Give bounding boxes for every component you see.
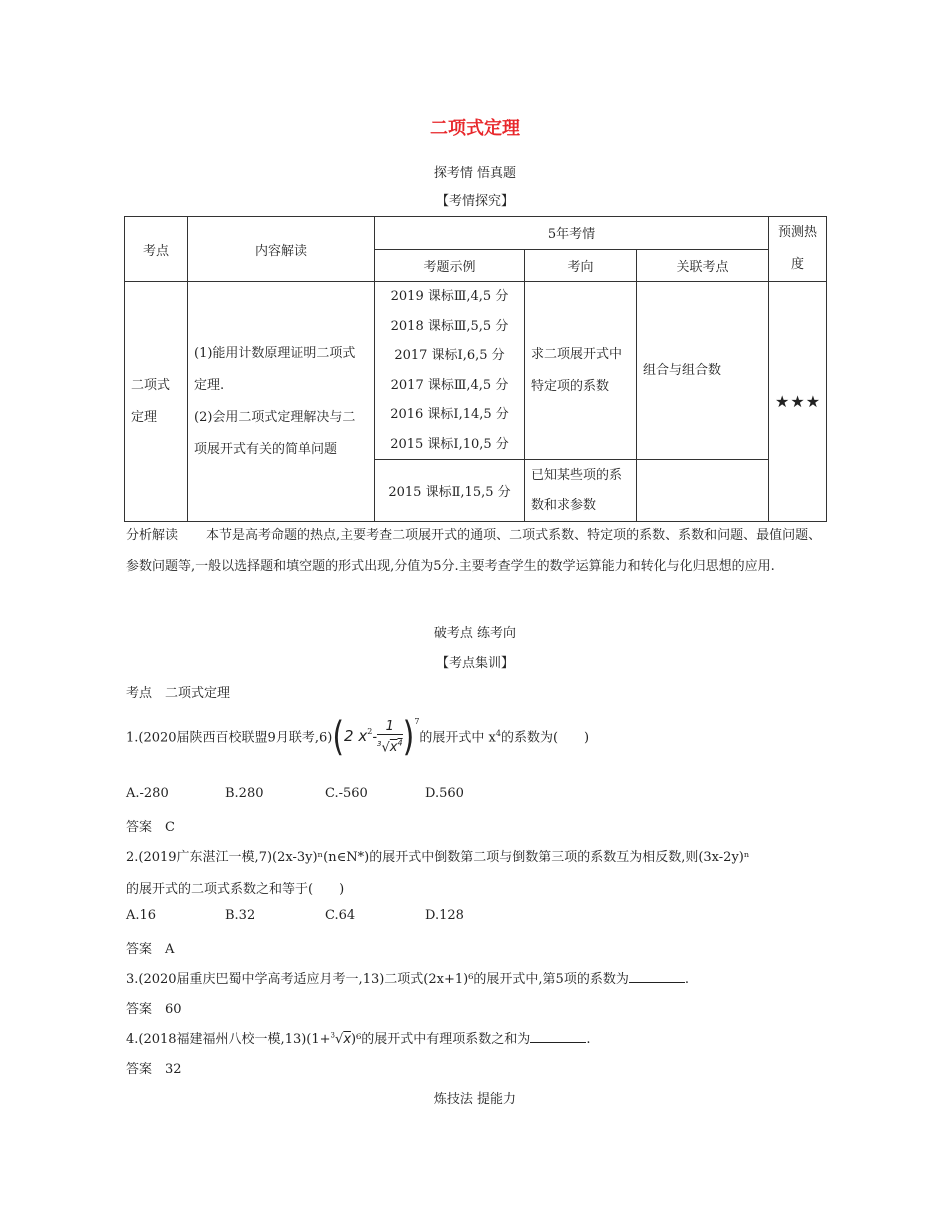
q2-line-2: 的展开式的二项式系数之和等于( )	[126, 882, 345, 897]
q4-blank	[530, 1030, 586, 1043]
exam-example: 2019 课标Ⅲ,4,5 分	[390, 289, 509, 304]
question-1: 1.(2020届陕西百校联盟9月联考,6)(2 $x^2-$ $\frac{1}{^3√x^4}$ )$^7$的展开式中 $x^4$的系数为( )	[126, 713, 590, 761]
cell-kaoxiang-a: 求二项展开式中特定项的系数	[525, 282, 637, 460]
exam-example: 2018 课标Ⅲ,5,5 分	[390, 318, 509, 334]
header-neirong: 内容解读	[188, 217, 375, 282]
q2-option-c: C.64	[325, 908, 356, 923]
exam-example: 2016 课标Ⅰ,14,5 分	[390, 407, 509, 422]
q2-answer: 答案 A	[126, 942, 175, 957]
header-kaodian: 考点	[125, 217, 188, 282]
q1-prefix: 1.(2020届陕西百校联盟9月联考,6)	[126, 730, 333, 746]
q2-line-1: 2.(2019广东湛江一模,7)(2x-3y)ⁿ(n∈N*)的展开式中倒数第二项与倒数第三项的系数互为相反数,则(3x-2y)ⁿ	[126, 850, 750, 865]
q2-option-b: B.32	[225, 908, 256, 923]
q1-suffix-a: 的展开式中 x	[419, 730, 496, 746]
q1-option-b: B.280	[225, 786, 264, 801]
q4-text-a: 4.(2018福建福州八校一模,13)(1+	[126, 1032, 331, 1047]
header-yuce: 预测热度	[769, 217, 827, 282]
q1-option-c: C.-560	[325, 786, 368, 801]
analysis-paragraph	[126, 520, 826, 582]
cell-examples-a	[375, 282, 525, 460]
q3-blank	[629, 970, 685, 983]
section-heading-2: 破考点 练考向	[433, 626, 517, 641]
exam-example: 2017 课标Ⅰ,6,5 分	[394, 348, 505, 363]
cell-kaodian: 二项式定理	[125, 282, 188, 522]
subsection-heading-2: 【考点集训】	[435, 656, 514, 671]
cell-guanlian-a: 组合与组合数	[637, 282, 769, 460]
q1-option-d: D.560	[425, 786, 464, 801]
q4-text-b: )⁶的展开式中有理项系数之和为	[351, 1032, 531, 1047]
exam-example: 2017 课标Ⅲ,4,5 分	[390, 377, 509, 393]
analysis-text: 本节是高考命题的热点,主要考查二项展开式的通项、二项式系数、特定项的系数、系数和问题、最值问题、参数问题等,一般以选择题和填空题的形式出现,分值为5分.主要考查学生的数学运算能力和转化与化归思想的应用.	[126, 528, 822, 574]
cell-neirong	[188, 282, 375, 522]
question-3: 3.(2020届重庆巴蜀中学高考适应月考一,13)二项式(2x+1)⁶的展开式中,第5项的系数为 .	[126, 972, 689, 987]
header-kaoti: 考题示例	[375, 249, 525, 282]
header-five-year: 5年考情	[375, 217, 769, 250]
cell-guanlian-b	[637, 460, 769, 522]
kaodian-line: 考点 二项式定理	[126, 686, 231, 701]
exam-example: 2015 课标Ⅰ,10,5 分	[390, 436, 509, 452]
q3-answer: 答案 60	[126, 1002, 182, 1017]
cell-example-b: 2015 课标Ⅱ,15,5 分	[375, 460, 525, 522]
q1-formula: (2 $x^2-$ $\frac{1}{^3√x^4}$ )$^7$	[332, 713, 420, 761]
q4-answer: 答案 32	[126, 1062, 182, 1077]
subsection-heading-1: 【考情探究】	[435, 194, 514, 209]
q2-option-a: A.16	[126, 908, 157, 923]
q1-answer: 答案 C	[126, 820, 175, 835]
neirong-item-2: (2)会用二项式定理解决与二项展开式有关的简单问题	[194, 409, 356, 457]
neirong-item-1: (1)能用计数原理证明二项式定理.	[194, 345, 356, 393]
section-heading-1: 探考情 悟真题	[433, 166, 517, 181]
question-4: 4.(2018福建福州八校一模,13)(1+$^3$√x)⁶的展开式中有理项系数之和为 .	[126, 1031, 591, 1047]
q4-radical: $^3$√x	[330, 1031, 352, 1047]
page-title: 二项式定理	[430, 118, 520, 139]
section-heading-3: 炼技法 提能力	[433, 1092, 517, 1107]
q1-suffix-b: 的系数为( )	[500, 730, 590, 746]
q1-option-a: A.-280	[126, 786, 169, 801]
cell-kaoxiang-b: 已知某些项的系数和求参数	[525, 460, 637, 522]
q2-option-d: D.128	[425, 908, 464, 923]
exam-analysis-table	[124, 216, 827, 522]
q3-text: 3.(2020届重庆巴蜀中学高考适应月考一,13)二项式(2x+1)⁶的展开式中,第5项的系数为	[126, 972, 629, 987]
header-guanlian: 关联考点	[637, 249, 769, 282]
heat-stars: ★★★	[769, 282, 827, 522]
analysis-label: 分析解读	[126, 528, 179, 543]
header-kaoxiang: 考向	[525, 249, 637, 282]
